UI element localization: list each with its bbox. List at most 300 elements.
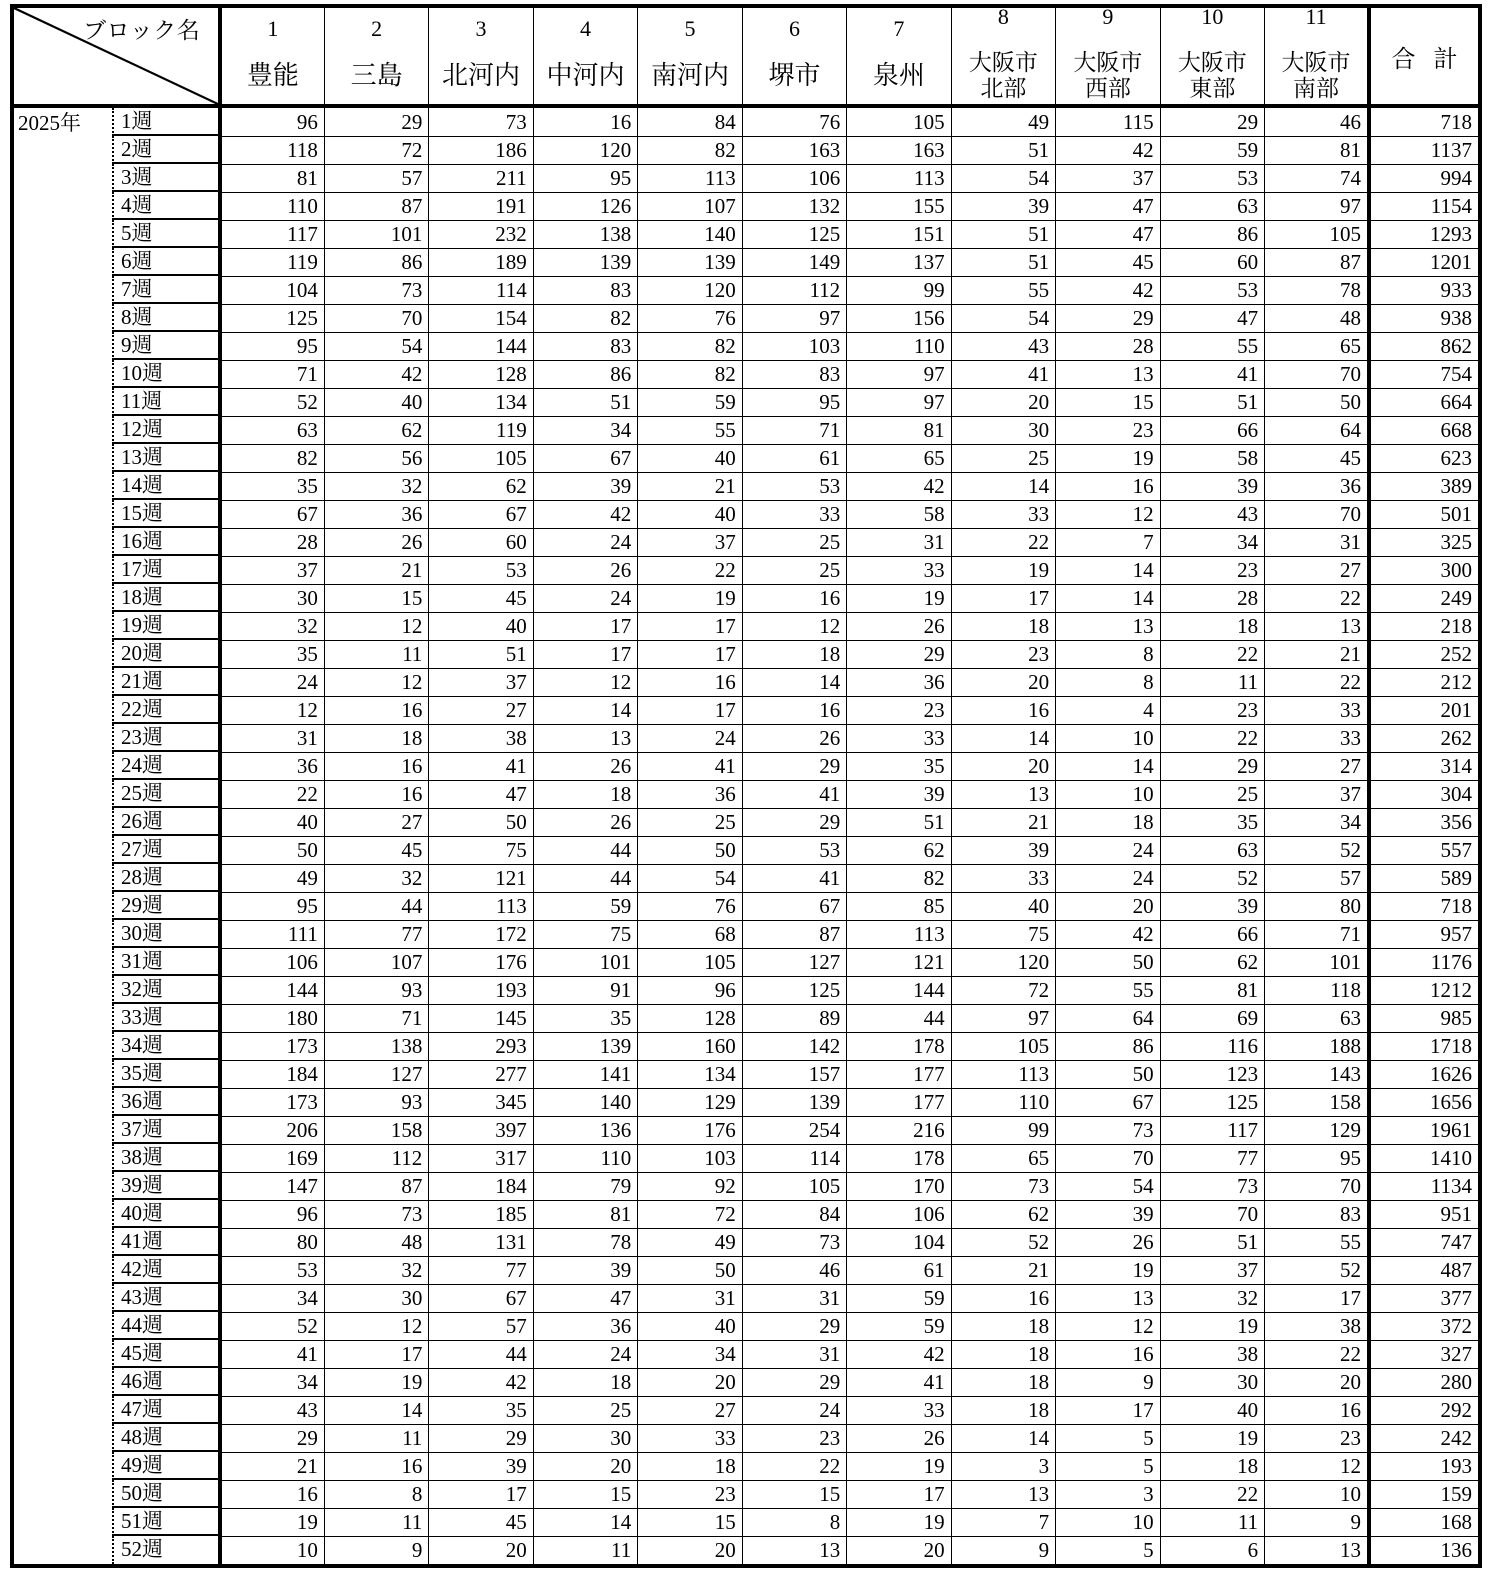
data-cell: 47 bbox=[1056, 192, 1160, 220]
data-cell: 129 bbox=[638, 1088, 742, 1116]
data-cell: 91 bbox=[533, 976, 637, 1004]
data-cell: 15 bbox=[324, 584, 428, 612]
table-row bbox=[12, 1480, 1480, 1508]
row-label-cell bbox=[12, 1312, 220, 1340]
column-number-2: 2 bbox=[371, 15, 383, 41]
row-label-cell bbox=[12, 1200, 220, 1228]
row-total-cell: 201 bbox=[1369, 696, 1480, 724]
data-cell: 12 bbox=[1265, 1452, 1369, 1480]
data-cell: 118 bbox=[1265, 976, 1369, 1004]
row-total-cell: 1626 bbox=[1369, 1060, 1480, 1088]
row-label-cell bbox=[12, 360, 220, 388]
data-cell: 178 bbox=[847, 1032, 951, 1060]
data-cell: 22 bbox=[1265, 584, 1369, 612]
data-cell: 47 bbox=[429, 780, 533, 808]
data-cell: 18 bbox=[951, 612, 1055, 640]
week-label: 10週 bbox=[112, 360, 218, 388]
row-label-cell bbox=[12, 1284, 220, 1312]
table-row bbox=[12, 1284, 1480, 1312]
data-cell: 13 bbox=[1265, 1536, 1369, 1566]
column-name-1: 豊能 bbox=[246, 60, 299, 90]
table-row bbox=[12, 528, 1480, 556]
row-total-cell: 212 bbox=[1369, 668, 1480, 696]
data-cell: 25 bbox=[742, 528, 846, 556]
data-cell: 13 bbox=[742, 1536, 846, 1566]
data-cell: 87 bbox=[324, 192, 428, 220]
data-cell: 36 bbox=[220, 752, 324, 780]
data-cell: 12 bbox=[324, 612, 428, 640]
data-cell: 39 bbox=[1056, 1200, 1160, 1228]
data-cell: 132 bbox=[742, 192, 846, 220]
data-cell: 27 bbox=[324, 808, 428, 836]
data-cell: 16 bbox=[742, 584, 846, 612]
data-cell: 23 bbox=[951, 640, 1055, 668]
row-total-cell: 314 bbox=[1369, 752, 1480, 780]
data-cell: 18 bbox=[1160, 1452, 1264, 1480]
week-label: 22週 bbox=[112, 696, 218, 724]
data-cell: 53 bbox=[1160, 276, 1264, 304]
data-cell: 31 bbox=[742, 1284, 846, 1312]
data-cell: 30 bbox=[220, 584, 324, 612]
row-total-cell: 325 bbox=[1369, 528, 1480, 556]
data-cell: 154 bbox=[429, 304, 533, 332]
column-header-6 bbox=[742, 6, 846, 106]
data-cell: 39 bbox=[533, 472, 637, 500]
row-label-cell bbox=[12, 976, 220, 1004]
week-label: 4週 bbox=[112, 192, 218, 220]
week-label: 5週 bbox=[112, 220, 218, 248]
data-cell: 3 bbox=[1056, 1480, 1160, 1508]
data-cell: 63 bbox=[1160, 836, 1264, 864]
row-total-cell: 957 bbox=[1369, 920, 1480, 948]
data-cell: 23 bbox=[1160, 696, 1264, 724]
row-total-cell: 623 bbox=[1369, 444, 1480, 472]
data-cell: 15 bbox=[638, 1508, 742, 1536]
data-cell: 140 bbox=[533, 1088, 637, 1116]
data-cell: 39 bbox=[1160, 472, 1264, 500]
table-row bbox=[12, 304, 1480, 332]
column-name-8: 大阪市 北部 bbox=[968, 50, 1038, 101]
data-cell: 149 bbox=[742, 248, 846, 276]
table-row bbox=[12, 808, 1480, 836]
data-cell: 186 bbox=[429, 136, 533, 164]
data-cell: 110 bbox=[220, 192, 324, 220]
data-cell: 17 bbox=[1056, 1396, 1160, 1424]
row-total-cell: 292 bbox=[1369, 1396, 1480, 1424]
data-cell: 50 bbox=[220, 836, 324, 864]
data-cell: 32 bbox=[324, 1256, 428, 1284]
data-cell: 41 bbox=[742, 864, 846, 892]
data-cell: 35 bbox=[847, 752, 951, 780]
data-cell: 83 bbox=[533, 332, 637, 360]
data-cell: 65 bbox=[847, 444, 951, 472]
data-cell: 105 bbox=[1265, 220, 1369, 248]
row-label-cell bbox=[12, 1172, 220, 1200]
data-cell: 45 bbox=[1265, 444, 1369, 472]
week-label: 46週 bbox=[112, 1368, 218, 1396]
data-cell: 44 bbox=[847, 1004, 951, 1032]
row-label-cell bbox=[12, 808, 220, 836]
table-row bbox=[12, 416, 1480, 444]
week-label: 50週 bbox=[112, 1480, 218, 1508]
data-cell: 42 bbox=[847, 1340, 951, 1368]
data-cell: 51 bbox=[1160, 388, 1264, 416]
data-cell: 216 bbox=[847, 1116, 951, 1144]
data-cell: 29 bbox=[324, 106, 428, 136]
data-cell: 14 bbox=[951, 1424, 1055, 1452]
column-number-4: 4 bbox=[580, 15, 592, 41]
row-label-cell bbox=[12, 1340, 220, 1368]
column-name-7: 泉州 bbox=[872, 60, 925, 90]
data-cell: 44 bbox=[533, 836, 637, 864]
data-cell: 12 bbox=[324, 1312, 428, 1340]
data-cell: 25 bbox=[638, 808, 742, 836]
data-cell: 29 bbox=[220, 1424, 324, 1452]
data-cell: 141 bbox=[533, 1060, 637, 1088]
data-cell: 92 bbox=[638, 1172, 742, 1200]
row-total-cell: 1201 bbox=[1369, 248, 1480, 276]
corner-header-cell bbox=[12, 6, 220, 106]
data-cell: 12 bbox=[324, 668, 428, 696]
data-cell: 18 bbox=[951, 1368, 1055, 1396]
row-total-cell: 938 bbox=[1369, 304, 1480, 332]
data-cell: 95 bbox=[533, 164, 637, 192]
data-cell: 46 bbox=[1265, 106, 1369, 136]
data-cell: 53 bbox=[220, 1256, 324, 1284]
row-total-cell: 718 bbox=[1369, 892, 1480, 920]
row-total-cell: 718 bbox=[1369, 106, 1480, 136]
data-cell: 23 bbox=[742, 1424, 846, 1452]
data-cell: 52 bbox=[1265, 836, 1369, 864]
data-cell: 59 bbox=[638, 388, 742, 416]
week-label: 29週 bbox=[112, 892, 218, 920]
week-label: 12週 bbox=[112, 416, 218, 444]
data-cell: 93 bbox=[324, 1088, 428, 1116]
data-cell: 50 bbox=[1056, 948, 1160, 976]
week-label: 14週 bbox=[112, 472, 218, 500]
row-label-cell bbox=[12, 1228, 220, 1256]
week-label: 11週 bbox=[112, 388, 218, 416]
data-cell: 147 bbox=[220, 1172, 324, 1200]
data-cell: 21 bbox=[951, 1256, 1055, 1284]
data-cell: 178 bbox=[847, 1144, 951, 1172]
column-number-7: 7 bbox=[893, 15, 905, 41]
data-cell: 66 bbox=[1160, 920, 1264, 948]
data-cell: 34 bbox=[220, 1284, 324, 1312]
table-row bbox=[12, 1536, 1480, 1566]
data-cell: 40 bbox=[951, 892, 1055, 920]
table-row bbox=[12, 640, 1480, 668]
data-cell: 144 bbox=[429, 332, 533, 360]
data-cell: 7 bbox=[1056, 528, 1160, 556]
data-cell: 41 bbox=[742, 780, 846, 808]
data-cell: 23 bbox=[1265, 1424, 1369, 1452]
row-total-cell: 327 bbox=[1369, 1340, 1480, 1368]
data-cell: 13 bbox=[1056, 612, 1160, 640]
table-row bbox=[12, 892, 1480, 920]
data-cell: 33 bbox=[1265, 696, 1369, 724]
week-label: 20週 bbox=[112, 640, 218, 668]
week-label: 1週 bbox=[112, 108, 218, 136]
data-cell: 105 bbox=[429, 444, 533, 472]
corner-header-label: ブロック名 bbox=[83, 18, 201, 43]
data-cell: 36 bbox=[638, 780, 742, 808]
data-cell: 42 bbox=[324, 360, 428, 388]
data-cell: 37 bbox=[638, 528, 742, 556]
table-row bbox=[12, 472, 1480, 500]
data-cell: 78 bbox=[533, 1228, 637, 1256]
row-label-cell bbox=[12, 948, 220, 976]
week-label: 26週 bbox=[112, 808, 218, 836]
data-cell: 70 bbox=[1160, 1200, 1264, 1228]
table-row bbox=[12, 388, 1480, 416]
data-cell: 76 bbox=[638, 892, 742, 920]
data-cell: 37 bbox=[220, 556, 324, 584]
data-cell: 9 bbox=[1056, 1368, 1160, 1396]
data-cell: 107 bbox=[638, 192, 742, 220]
data-cell: 53 bbox=[742, 472, 846, 500]
data-cell: 19 bbox=[847, 1452, 951, 1480]
data-cell: 40 bbox=[220, 808, 324, 836]
data-cell: 106 bbox=[220, 948, 324, 976]
column-name-5: 南河内 bbox=[650, 60, 729, 90]
column-number-1: 1 bbox=[267, 15, 279, 41]
week-label: 6週 bbox=[112, 248, 218, 276]
week-label: 43週 bbox=[112, 1284, 218, 1312]
data-cell: 160 bbox=[638, 1032, 742, 1060]
data-cell: 57 bbox=[1265, 864, 1369, 892]
table-row bbox=[12, 752, 1480, 780]
data-cell: 51 bbox=[1160, 1228, 1264, 1256]
row-total-cell: 252 bbox=[1369, 640, 1480, 668]
row-total-cell: 193 bbox=[1369, 1452, 1480, 1480]
data-cell: 3 bbox=[951, 1452, 1055, 1480]
data-cell: 139 bbox=[638, 248, 742, 276]
data-cell: 78 bbox=[1265, 276, 1369, 304]
data-cell: 63 bbox=[1265, 1004, 1369, 1032]
data-cell: 51 bbox=[951, 248, 1055, 276]
data-cell: 27 bbox=[1265, 752, 1369, 780]
column-name-4: 中河内 bbox=[546, 60, 625, 90]
data-cell: 17 bbox=[533, 640, 637, 668]
data-cell: 19 bbox=[638, 584, 742, 612]
data-cell: 110 bbox=[533, 1144, 637, 1172]
data-cell: 67 bbox=[220, 500, 324, 528]
data-cell: 36 bbox=[533, 1312, 637, 1340]
data-cell: 40 bbox=[638, 500, 742, 528]
data-cell: 163 bbox=[847, 136, 951, 164]
data-cell: 30 bbox=[1160, 1368, 1264, 1396]
data-cell: 44 bbox=[324, 892, 428, 920]
data-cell: 101 bbox=[1265, 948, 1369, 976]
data-cell: 12 bbox=[220, 696, 324, 724]
data-cell: 49 bbox=[638, 1228, 742, 1256]
data-cell: 16 bbox=[742, 696, 846, 724]
data-cell: 10 bbox=[1265, 1480, 1369, 1508]
data-cell: 52 bbox=[220, 1312, 324, 1340]
row-label-cell bbox=[12, 864, 220, 892]
data-cell: 37 bbox=[1265, 780, 1369, 808]
data-cell: 17 bbox=[1265, 1284, 1369, 1312]
table-row bbox=[12, 1452, 1480, 1480]
row-total-cell: 377 bbox=[1369, 1284, 1480, 1312]
column-header-7 bbox=[847, 6, 951, 106]
data-cell: 29 bbox=[429, 1424, 533, 1452]
data-cell: 7 bbox=[951, 1508, 1055, 1536]
data-cell: 93 bbox=[324, 976, 428, 1004]
data-cell: 73 bbox=[324, 1200, 428, 1228]
data-cell: 18 bbox=[533, 780, 637, 808]
data-cell: 180 bbox=[220, 1004, 324, 1032]
data-cell: 82 bbox=[638, 332, 742, 360]
row-label-cell bbox=[12, 106, 220, 136]
data-cell: 59 bbox=[1160, 136, 1264, 164]
table-row bbox=[12, 500, 1480, 528]
data-cell: 33 bbox=[847, 724, 951, 752]
data-cell: 16 bbox=[324, 752, 428, 780]
data-cell: 55 bbox=[951, 276, 1055, 304]
column-name-6: 堺市 bbox=[768, 60, 821, 90]
data-cell: 138 bbox=[533, 220, 637, 248]
data-cell: 120 bbox=[638, 276, 742, 304]
data-cell: 16 bbox=[951, 696, 1055, 724]
data-cell: 26 bbox=[1056, 1228, 1160, 1256]
table-row bbox=[12, 864, 1480, 892]
data-cell: 21 bbox=[324, 556, 428, 584]
data-cell: 18 bbox=[951, 1312, 1055, 1340]
data-cell: 18 bbox=[1160, 612, 1264, 640]
data-cell: 104 bbox=[220, 276, 324, 304]
row-label-cell bbox=[12, 1088, 220, 1116]
week-label: 25週 bbox=[112, 780, 218, 808]
data-cell: 51 bbox=[951, 220, 1055, 248]
table-row bbox=[12, 106, 1480, 136]
data-cell: 169 bbox=[220, 1144, 324, 1172]
data-cell: 45 bbox=[429, 584, 533, 612]
data-cell: 13 bbox=[1056, 1284, 1160, 1312]
data-cell: 64 bbox=[1056, 1004, 1160, 1032]
data-cell: 53 bbox=[742, 836, 846, 864]
data-cell: 123 bbox=[1160, 1060, 1264, 1088]
data-cell: 38 bbox=[429, 724, 533, 752]
data-cell: 26 bbox=[533, 808, 637, 836]
data-cell: 16 bbox=[220, 1480, 324, 1508]
data-cell: 40 bbox=[638, 1312, 742, 1340]
data-cell: 72 bbox=[324, 136, 428, 164]
data-cell: 136 bbox=[533, 1116, 637, 1144]
table-row bbox=[12, 920, 1480, 948]
data-cell: 82 bbox=[533, 304, 637, 332]
data-cell: 28 bbox=[220, 528, 324, 556]
week-label: 38週 bbox=[112, 1144, 218, 1172]
data-cell: 254 bbox=[742, 1116, 846, 1144]
table-row bbox=[12, 1116, 1480, 1144]
data-cell: 44 bbox=[533, 864, 637, 892]
data-cell: 24 bbox=[533, 584, 637, 612]
data-cell: 62 bbox=[429, 472, 533, 500]
data-cell: 70 bbox=[1265, 1172, 1369, 1200]
week-label: 3週 bbox=[112, 164, 218, 192]
data-cell: 14 bbox=[742, 668, 846, 696]
data-cell: 95 bbox=[220, 892, 324, 920]
data-cell: 50 bbox=[1265, 388, 1369, 416]
data-cell: 62 bbox=[951, 1200, 1055, 1228]
data-cell: 97 bbox=[742, 304, 846, 332]
data-cell: 83 bbox=[533, 276, 637, 304]
table-row bbox=[12, 584, 1480, 612]
data-cell: 125 bbox=[220, 304, 324, 332]
data-cell: 118 bbox=[220, 136, 324, 164]
data-cell: 126 bbox=[533, 192, 637, 220]
column-header-4 bbox=[533, 6, 637, 106]
data-cell: 17 bbox=[847, 1480, 951, 1508]
data-cell: 84 bbox=[638, 106, 742, 136]
data-cell: 49 bbox=[951, 106, 1055, 136]
table-row bbox=[12, 136, 1480, 164]
row-total-cell: 280 bbox=[1369, 1368, 1480, 1396]
row-total-cell: 985 bbox=[1369, 1004, 1480, 1032]
data-cell: 72 bbox=[638, 1200, 742, 1228]
data-cell: 20 bbox=[638, 1368, 742, 1396]
data-cell: 31 bbox=[638, 1284, 742, 1312]
row-total-cell: 136 bbox=[1369, 1536, 1480, 1566]
data-cell: 67 bbox=[533, 444, 637, 472]
data-cell: 76 bbox=[638, 304, 742, 332]
week-label: 49週 bbox=[112, 1452, 218, 1480]
table-row bbox=[12, 444, 1480, 472]
data-cell: 27 bbox=[1265, 556, 1369, 584]
table-row bbox=[12, 1340, 1480, 1368]
data-cell: 87 bbox=[324, 1172, 428, 1200]
data-cell: 24 bbox=[220, 668, 324, 696]
column-number-11: 11 bbox=[1305, 4, 1327, 30]
data-cell: 14 bbox=[1056, 584, 1160, 612]
data-cell: 176 bbox=[638, 1116, 742, 1144]
data-cell: 96 bbox=[220, 1200, 324, 1228]
data-cell: 84 bbox=[742, 1200, 846, 1228]
data-cell: 110 bbox=[951, 1088, 1055, 1116]
week-label: 27週 bbox=[112, 836, 218, 864]
row-label-cell bbox=[12, 220, 220, 248]
data-cell: 85 bbox=[847, 892, 951, 920]
data-cell: 59 bbox=[847, 1312, 951, 1340]
data-cell: 22 bbox=[951, 528, 1055, 556]
data-cell: 35 bbox=[533, 1004, 637, 1032]
data-cell: 5 bbox=[1056, 1452, 1160, 1480]
data-cell: 19 bbox=[1056, 444, 1160, 472]
data-cell: 189 bbox=[429, 248, 533, 276]
table-row bbox=[12, 1172, 1480, 1200]
data-cell: 61 bbox=[742, 444, 846, 472]
row-label-cell bbox=[12, 780, 220, 808]
data-cell: 19 bbox=[1160, 1424, 1264, 1452]
row-label-cell bbox=[12, 1256, 220, 1284]
data-cell: 142 bbox=[742, 1032, 846, 1060]
data-cell: 127 bbox=[742, 948, 846, 976]
row-total-cell: 242 bbox=[1369, 1424, 1480, 1452]
data-cell: 10 bbox=[220, 1536, 324, 1566]
week-label: 39週 bbox=[112, 1172, 218, 1200]
row-label-cell bbox=[12, 192, 220, 220]
data-cell: 10 bbox=[1056, 724, 1160, 752]
data-cell: 35 bbox=[1160, 808, 1264, 836]
table-row bbox=[12, 1088, 1480, 1116]
table-row bbox=[12, 1200, 1480, 1228]
data-cell: 56 bbox=[324, 444, 428, 472]
data-cell: 9 bbox=[324, 1536, 428, 1566]
column-number-5: 5 bbox=[684, 15, 696, 41]
data-cell: 115 bbox=[1056, 106, 1160, 136]
